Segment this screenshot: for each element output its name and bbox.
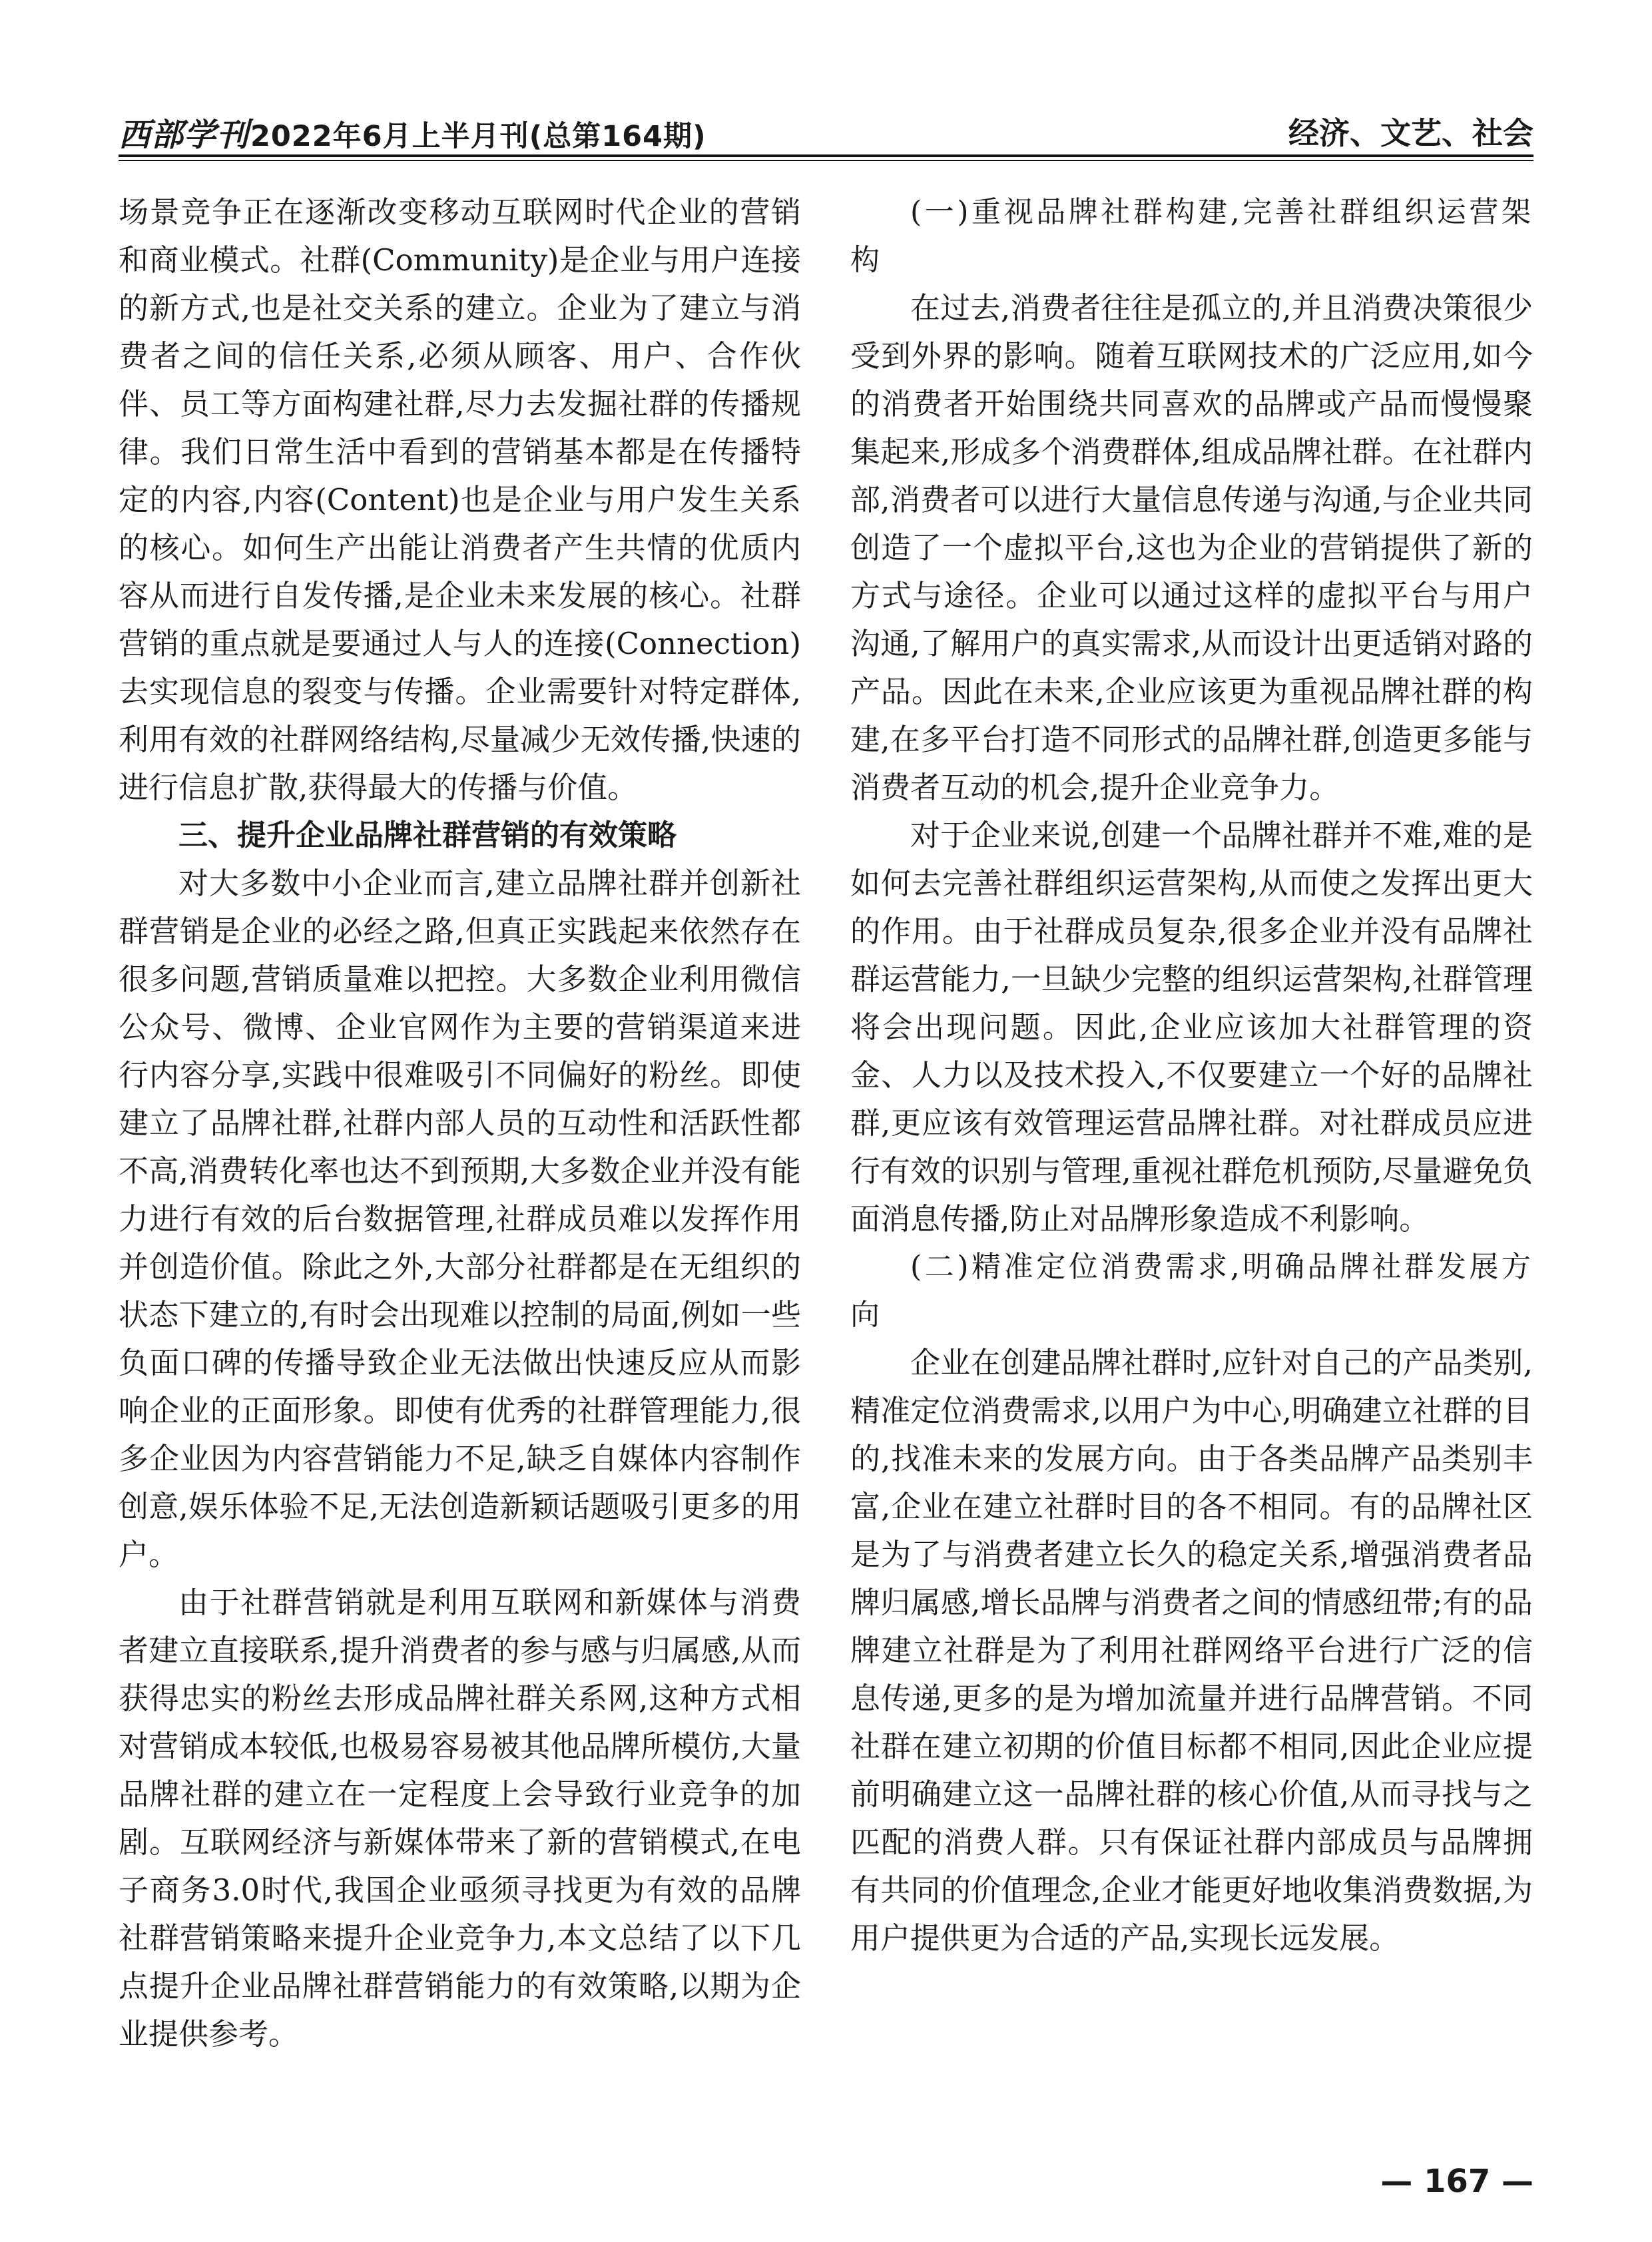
paragraph: 企业在创建品牌社群时,应针对自己的产品类别,精准定位消费需求,以用户为中心,明确建立社群的目的,找准未来的发展方向。由于各类品牌产品类别丰富,企业在建立社群时目的各不相同。有的品牌社区是为了与消费者建立长久的稳定关系,增强消费者品牌归属感,增长品牌与消费者之间的情感纽带;有的品牌建立社群是为了利用社群网络平台进行广泛的信息传递,更多的是为增加流量并进行品牌营销。不同社群在建立初期的价值目标都不相同,因此企业应提前明确建立这一品牌社群的核心价值,从而寻找与之匹配的消费人群。只有保证社群内部成员与品牌拥有共同的价值理念,企业才能更好地收集消费数据,为用户提供更为合适的产品,实现长远发展。 [850, 1345, 1533, 1956]
issue-info: 2022年6月上半月刊(总第164期) [250, 120, 706, 153]
right-column [850, 188, 1533, 1962]
subsection-heading: (一)重视品牌社群构建,完善社群组织运营架构 [850, 195, 1533, 277]
paragraph: 对大多数中小企业而言,建立品牌社群并创新社群营销是企业的必经之路,但真正实践起来依然存在很多问题,营销质量难以把控。大多数企业利用微信公众号、微博、企业官网作为主要的营销渠道来进行内容分享,实践中很难吸引不同偏好的粉丝。即使建立了品牌社群,社群内部人员的互动性和活跃性都不高,消费转化率也达不到预期,大多数企业并没有能力进行有效的后台数据管理,社群成员难以发挥作用并创造价值。除此之外,大部分社群都是在无组织的状态下建立的,有时会出现难以控制的局面,例如一些负面口碑的传播导致企业无法做出快速反应从而影响企业的正面形象。即使有优秀的社群管理能力,很多企业因为内容营销能力不足,缺乏自媒体内容制作创意,娱乐体验不足,无法创造新颖话题吸引更多的用户。 [119, 866, 801, 1572]
paragraph: 由于社群营销就是利用互联网和新媒体与消费者建立直接联系,提升消费者的参与感与归属感,从而获得忠实的粉丝去形成品牌社群关系网,这种方式相对营销成本较低,也极易容易被其他品牌所模仿,大量品牌社群的建立在一定程度上会导致行业竞争的加剧。互联网经济与新媒体带来了新的营销模式,在电子商务3.0时代,我国企业亟须寻找更为有效的品牌社群营销策略来提升企业竞争力,本文总结了以下几点提升企业品牌社群营销能力的有效策略,以期为企业提供参考。 [119, 1585, 801, 2052]
page-number: — 167 — [1380, 2163, 1533, 2200]
page-header [119, 107, 1533, 166]
paragraph: 场景竞争正在逐渐改变移动互联网时代企业的营销和商业模式。社群(Community)是企业与用户连接的新方式,也是社交关系的建立。企业为了建立与消费者之间的信任关系,必须从顾客、用户、合作伙伴、员工等方面构建社群,尽力去发掘社群的传播规律。我们日常生活中看到的营销基本都是在传播特定的内容,内容(Content)也是企业与用户发生关系的核心。如何生产出能让消费者产生共情的优质内容从而进行自发传播,是企业未来发展的核心。社群营销的重点就是要通过人与人的连接(Connection)去实现信息的裂变与传播。企业需要针对特定群体,利用有效的社群网络结构,尽量减少无效传播,快速的进行信息扩散,获得最大的传播与价值。 [119, 194, 801, 805]
header-left [119, 109, 706, 155]
section-title: 经济、文艺、社会 [1288, 115, 1533, 151]
paragraph: 在过去,消费者往往是孤立的,并且消费决策很少受到外界的影响。随着互联网技术的广泛应用,如今的消费者开始围绕共同喜欢的品牌或产品而慢慢聚集起来,形成多个消费群体,组成品牌社群。在社群内部,消费者可以进行大量信息传递与沟通,与企业共同创造了一个虚拟平台,这也为企业的营销提供了新的方式与途径。企业可以通过这样的虚拟平台与用户沟通,了解用户的真实需求,从而设计出更适销对路的产品。因此在未来,企业应该更为重视品牌社群的构建,在多平台打造不同形式的品牌社群,创造更多能与消费者互动的机会,提升企业竞争力。 [850, 290, 1533, 805]
section-heading: 三、提升企业品牌社群营销的有效策略 [178, 818, 677, 852]
header-rule-thin [119, 160, 1533, 161]
subsection-heading: (二)精准定位消费需求,明确品牌社群发展方向 [850, 1250, 1533, 1332]
left-column [119, 188, 801, 2058]
paragraph: 对于企业来说,创建一个品牌社群并不难,难的是如何去完善社群组织运营架构,从而使之发挥出更大的作用。由于社群成员复杂,很多企业并没有品牌社群运营能力,一旦缺少完整的组织运营架构,社群管理将会出现问题。因此,企业应该加大社群管理的资金、人力以及技术投入,不仅要建立一个好的品牌社群,更应该有效管理运营品牌社群。对社群成员应进行有效的识别与管理,重视社群危机预防,尽量避免负面消息传播,防止对品牌形象造成不利影响。 [850, 818, 1533, 1237]
journal-logo: 西部学刊 [119, 117, 250, 154]
header-rule-thick [119, 154, 1533, 157]
